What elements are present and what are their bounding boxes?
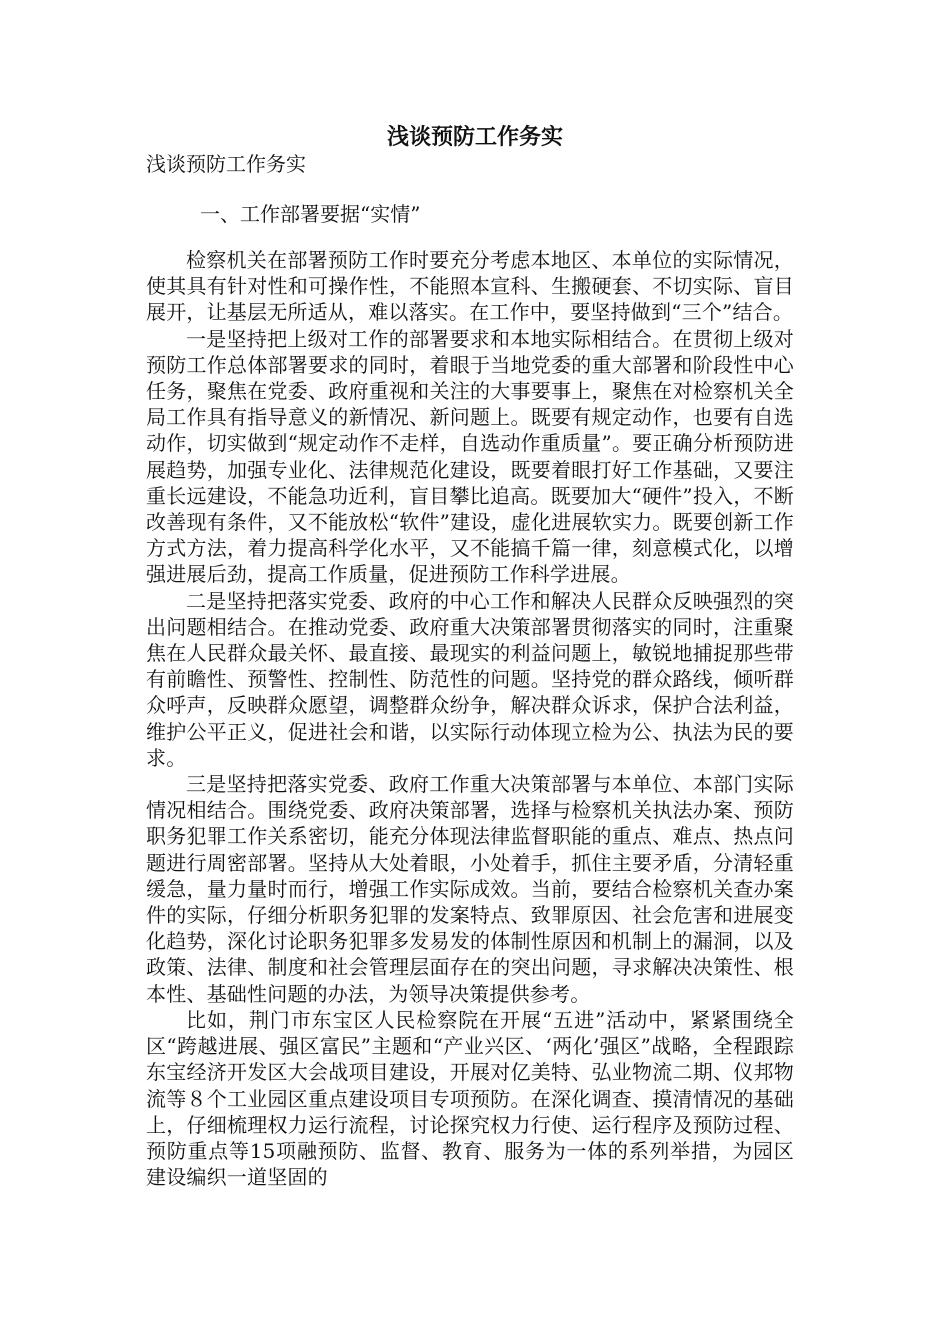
paragraph-point-two: 二是坚持把落实党委、政府的中心工作和解决人民群众反映强烈的突出问题相结合。在推动党委、政府重大决策部署贯彻落实的同时，注重聚焦在人民群众最关怀、最直接、最现实的利益问题上，敏锐地捕捉那些带有前瞻性、预警性、控制性、防范性的问题。坚持党的群众路线，倾听群众呼声，反映群众愿望，调整群众纷争，解决群众诉求，保护合法利益，维护公平正义，促进社会和谐，以实际行动体现立检为公、执法为民的要求。 — [146, 588, 794, 770]
paragraph-point-three: 三是坚持把落实党委、政府工作重大决策部署与本单位、本部门实际情况相结合。围绕党委、政府决策部署，选择与检察机关执法办案、预防职务犯罪工作关系密切，能充分体现法律监督职能的重点、难点、热点问题进行周密部署。坚持从大处着眼，小处着手，抓住主要矛盾，分清轻重缓急，量力量时而行，增强工作实际成效。当前，要结合检察机关查办案件的实际，仔细分析职务犯罪的发案特点、致罪原因、社会危害和进展变化趋势，深化讨论职务犯罪多发易发的体制性原因和机制上的漏洞，以及政策、法律、制度和社会管理层面存在的突出问题，寻求解决决策性、根本性、基础性问题的办法，为领导决策提供参考。 — [146, 772, 794, 1006]
document-title: 浅谈预防工作务实 — [386, 125, 563, 150]
document-body — [146, 247, 794, 1190]
paragraph-example: 比如，荆门市东宝区人民检察院在开展“五进”活动中，紧紧围绕全区“跨越进展、强区富民”主题和“产业兴区、‘两化’强区”战略，全程跟踪东宝经济开发区大会战项目建设，开展对亿美特、弘业物流二期、仪邦物流等８个工业园区重点建设项目专项预防。在深化调查、摸清情况的基础上，仔细梳理权力运行流程，讨论探究权力行使、运行程序及预防过程、预防重点等15项融预防、监督、教育、服务为一体的系列举措，为园区建设编织一道坚固的 — [146, 1007, 794, 1190]
document-subtitle: 浅谈预防工作务实 — [146, 152, 306, 176]
paragraph-intro: 检察机关在部署预防工作时要充分考虑本地区、本单位的实际情况，使其具有针对性和可操作性，不能照本宣科、生搬硬套、不切实际、盲目展开，让基层无所适从，难以落实。在工作中，要坚持做到“三个”结合。 — [146, 248, 794, 325]
section-heading: 一、工作部署要据“实情” — [200, 202, 421, 226]
paragraph-point-one: 一是坚持把上级对工作的部署要求和本地实际相结合。在贯彻上级对预防工作总体部署要求的同时，着眼于当地党委的重大部署和阶段性中心任务，聚焦在党委、政府重视和关注的大事要事上，聚焦在对检察机关全局工作具有指导意义的新情况、新问题上。既要有规定动作，也要有自选动作，切实做到“规定动作不走样，自选动作重质量”。要正确分析预防进展趋势，加强专业化、法律规范化建设，既要着眼打好工作基础，又要注重长远建设，不能急功近利，盲目攀比追高。既要加大“硬件”投入，不断改善现有条件，又不能放松“软件”建设，虚化进展软实力。既要创新工作方式方法，着力提高科学化水平，又不能搞千篇一律，刻意模式化，以增强进展后劲，提高工作质量，促进预防工作科学进展。 — [146, 326, 794, 587]
